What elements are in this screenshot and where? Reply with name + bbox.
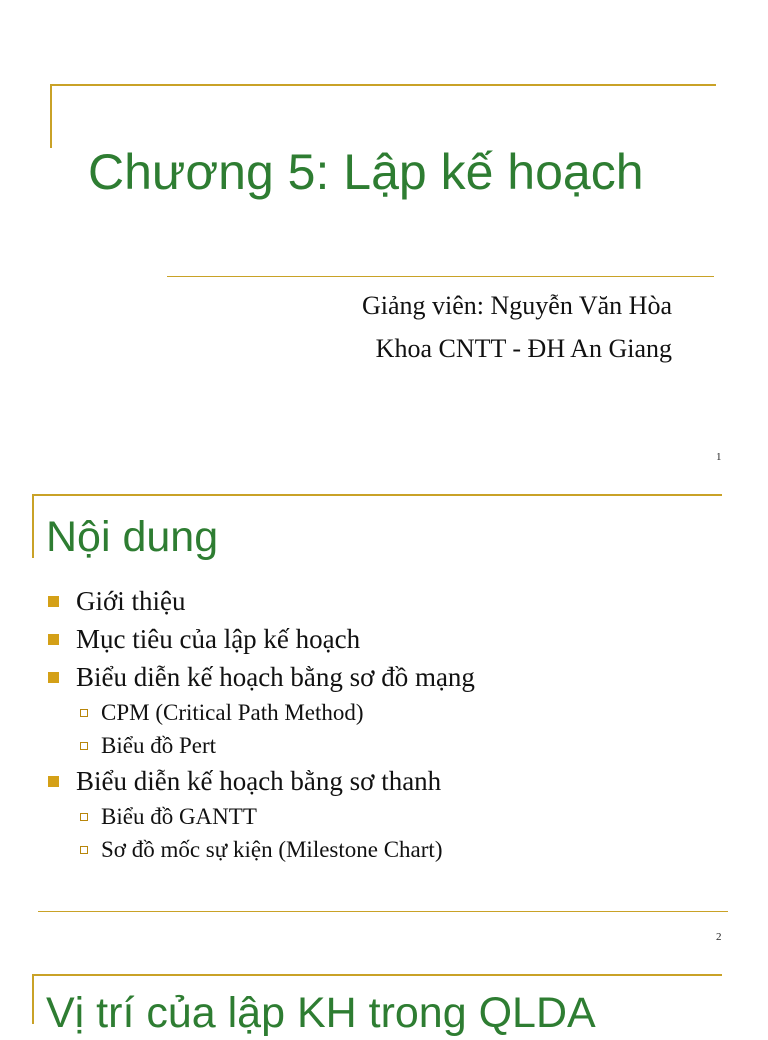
square-bullet-icon <box>48 776 59 787</box>
sub-list-item <box>48 800 475 833</box>
sub-list-item <box>48 833 475 866</box>
slide3-title: Vị trí của lập KH trong QLDA <box>46 989 596 1037</box>
slide3-left-rule <box>32 974 34 1024</box>
list-item-label: Biểu diễn kế hoạch bằng sơ đồ mạng <box>76 662 475 692</box>
sub-list-item-label: Biểu đồ GANTT <box>101 803 257 829</box>
sub-list-item-label: CPM (Critical Path Method) <box>101 699 364 725</box>
sub-list-item <box>48 729 475 762</box>
slide2-top-rule <box>32 494 722 496</box>
square-bullet-icon <box>48 634 59 645</box>
square-bullet-icon <box>48 596 59 607</box>
list-item <box>48 762 475 800</box>
hollow-square-bullet-icon <box>80 813 88 821</box>
slide1-subtitle-rule <box>167 276 714 277</box>
slide1-page-number: 1 <box>716 451 722 463</box>
lecturer-name: Giảng viên: Nguyễn Văn Hòa <box>361 291 672 320</box>
list-item-label: Mục tiêu của lập kế hoạch <box>76 624 361 654</box>
hollow-square-bullet-icon <box>80 742 88 750</box>
slide2-left-rule <box>32 494 34 558</box>
slide2-page-number: 2 <box>716 931 722 943</box>
list-item <box>48 582 475 620</box>
sub-list-item-label: Biểu đồ Pert <box>101 732 216 758</box>
slide2-title: Nội dung <box>46 513 219 561</box>
square-bullet-icon <box>48 672 59 683</box>
slide3-top-rule <box>32 974 722 976</box>
slide1-top-rule <box>50 84 716 86</box>
list-item <box>48 620 475 658</box>
faculty-name: Khoa CNTT - ĐH An Giang <box>375 334 672 363</box>
hollow-square-bullet-icon <box>80 709 88 717</box>
slide2-bottom-rule <box>38 911 728 912</box>
list-item <box>48 658 475 696</box>
list-item-label: Biểu diễn kế hoạch bằng sơ thanh <box>76 766 442 796</box>
slide1-left-rule <box>50 84 52 148</box>
content-list <box>48 582 475 866</box>
hollow-square-bullet-icon <box>80 846 88 854</box>
slide1-title: Chương 5: Lập kế hoạch <box>88 144 644 200</box>
list-item-label: Giới thiệu <box>76 586 186 616</box>
sub-list-item <box>48 696 475 729</box>
sub-list-item-label: Sơ đồ mốc sự kiện (Milestone Chart) <box>101 836 443 862</box>
